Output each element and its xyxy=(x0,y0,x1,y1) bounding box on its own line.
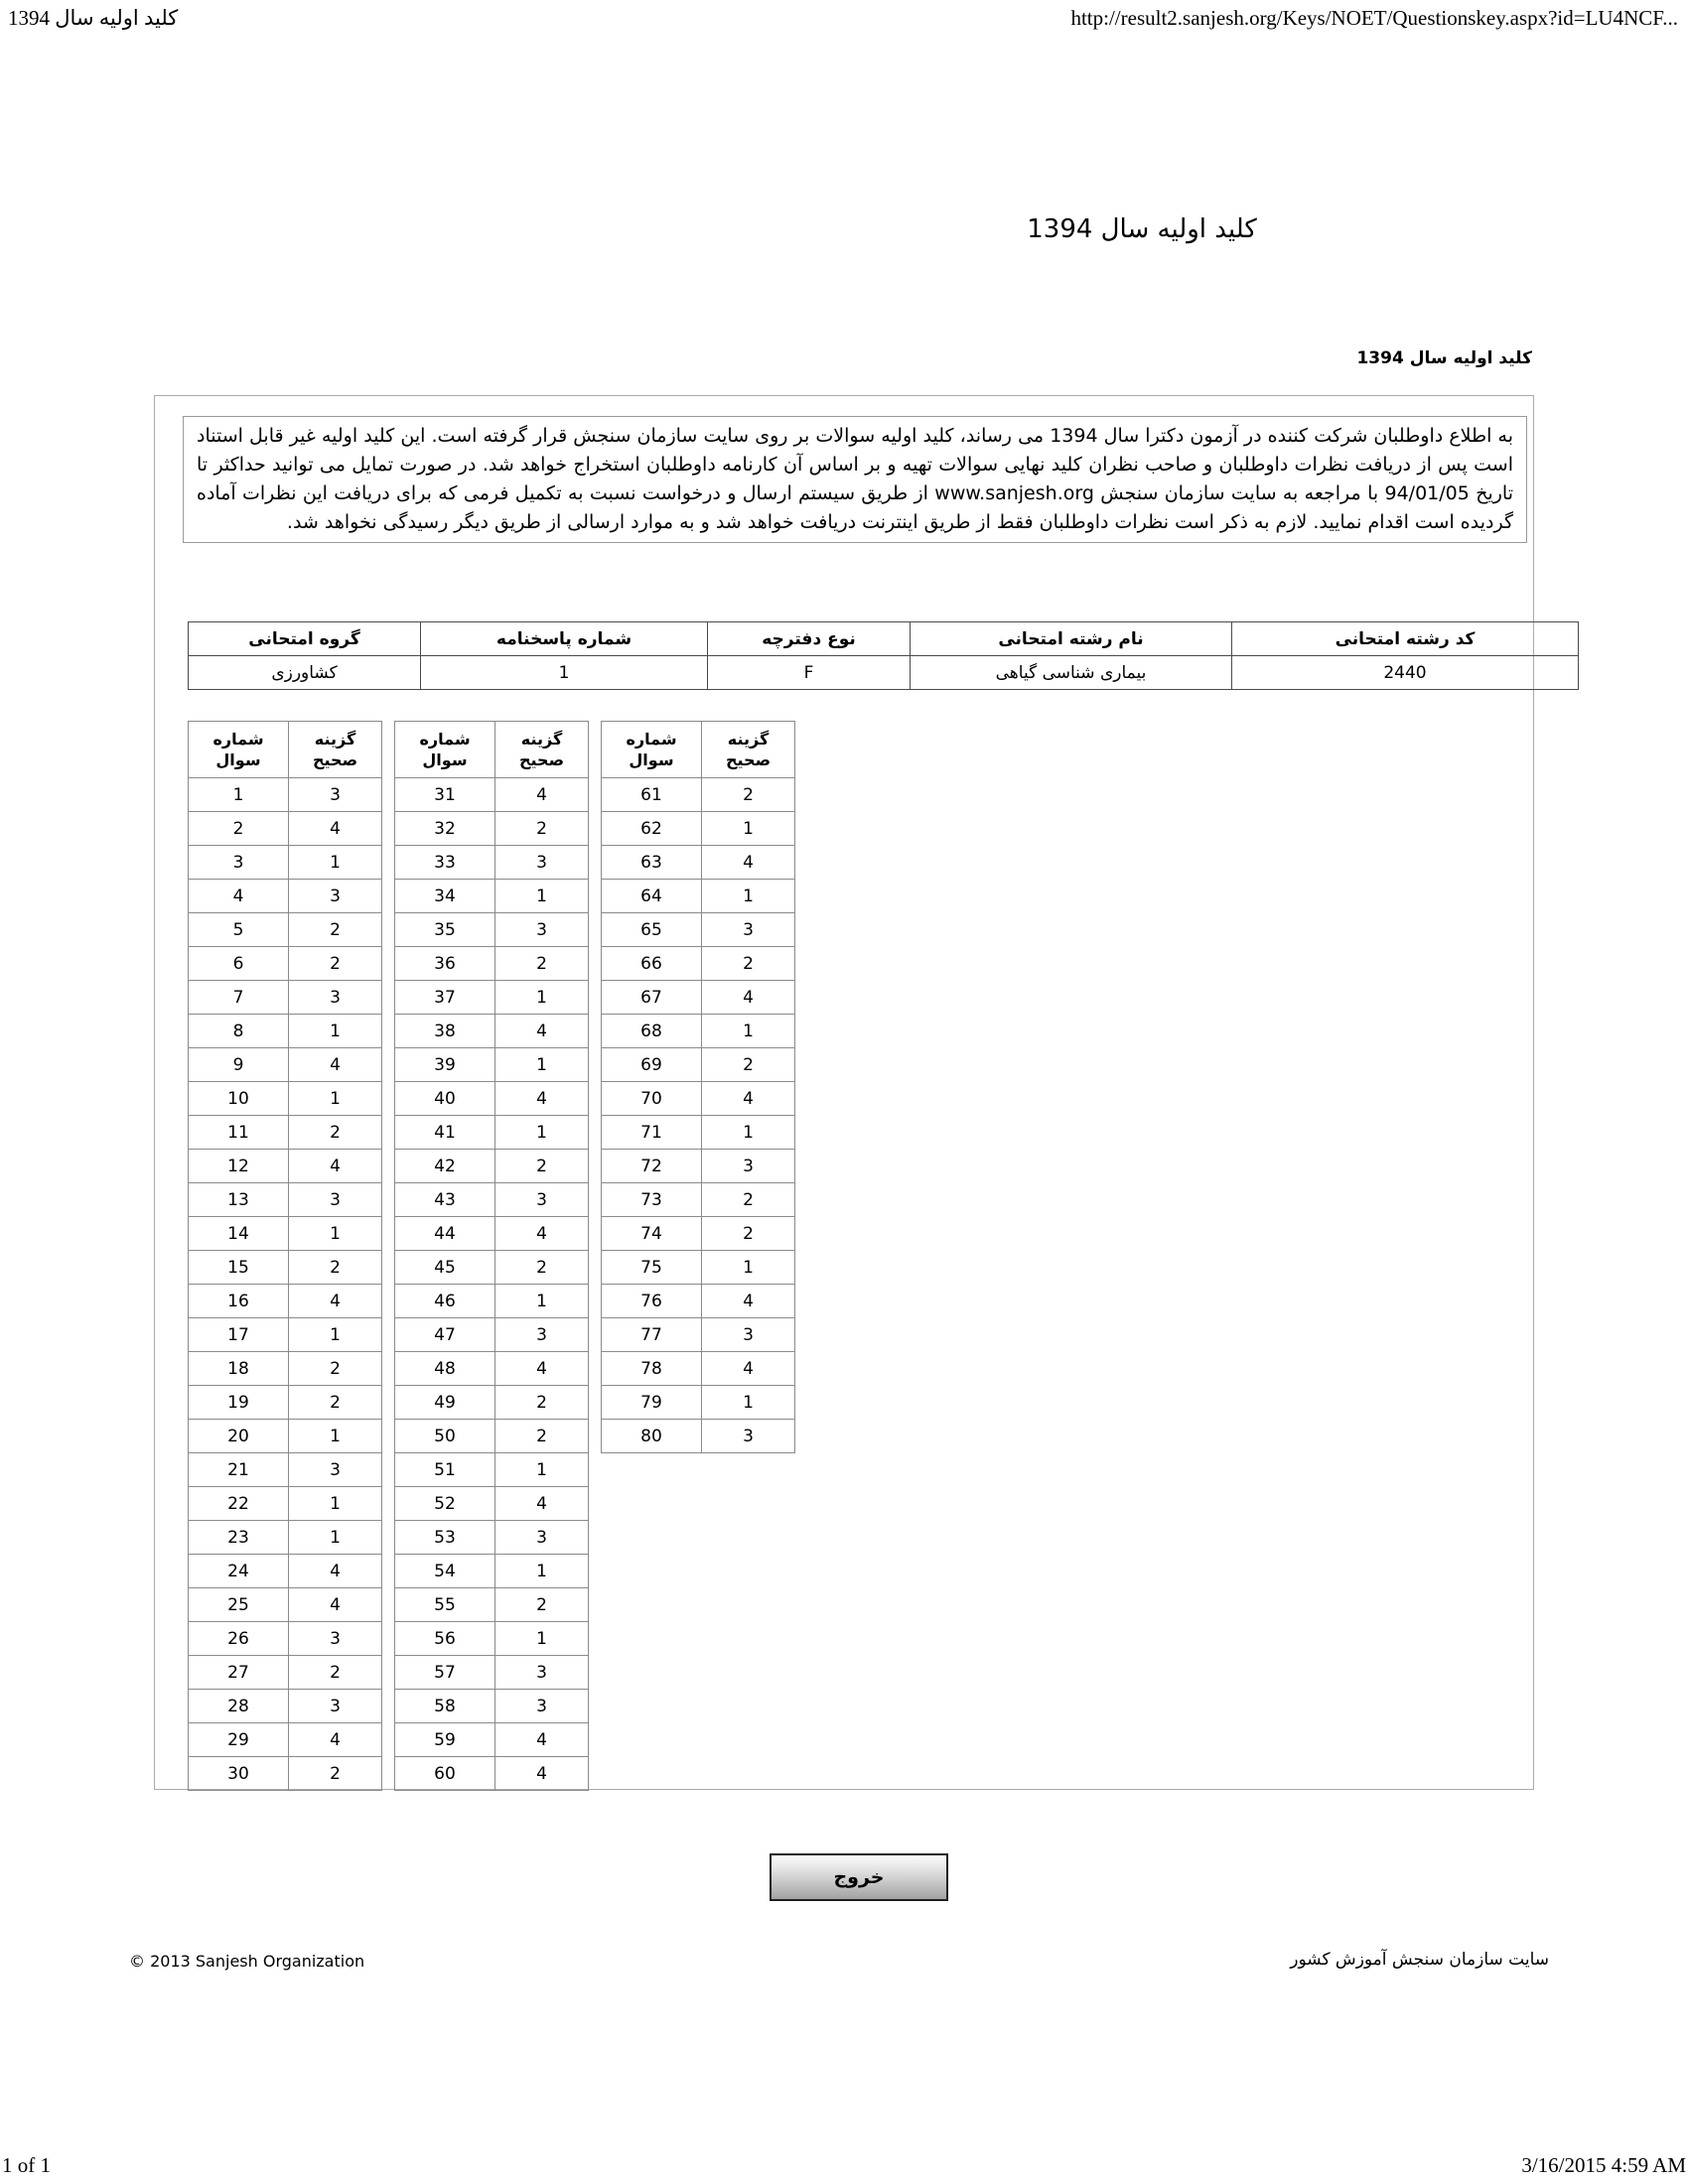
answer-row xyxy=(189,1116,382,1150)
answer-row xyxy=(602,1116,795,1150)
question-number-cell: 24 xyxy=(189,1555,289,1588)
question-number-cell: 44 xyxy=(395,1217,495,1251)
page-subtitle: کلید اولیه سال 1394 xyxy=(1356,348,1532,368)
answer-key-table-61-80 xyxy=(601,721,795,1453)
question-number-cell: 36 xyxy=(395,947,495,981)
question-number-cell: 3 xyxy=(189,846,289,880)
correct-option-cell: 2 xyxy=(495,1588,589,1622)
answer-row xyxy=(395,1453,589,1487)
answer-row xyxy=(602,1217,795,1251)
correct-option-cell: 2 xyxy=(495,812,589,846)
question-number-cell: 74 xyxy=(602,1217,702,1251)
answer-row xyxy=(602,778,795,812)
answer-row xyxy=(602,880,795,913)
question-number-cell: 77 xyxy=(602,1318,702,1352)
answer-row xyxy=(395,1251,589,1285)
answer-row xyxy=(189,1217,382,1251)
correct-option-cell: 1 xyxy=(495,1116,589,1150)
answer-row xyxy=(395,1420,589,1453)
correct-option-cell: 2 xyxy=(495,1420,589,1453)
question-number-cell: 71 xyxy=(602,1116,702,1150)
correct-option-cell: 3 xyxy=(702,1318,795,1352)
correct-option-cell: 4 xyxy=(289,1150,382,1183)
question-number-cell: 79 xyxy=(602,1386,702,1420)
correct-option-cell: 1 xyxy=(289,846,382,880)
correct-option-cell: 1 xyxy=(289,1318,382,1352)
answer-row xyxy=(395,1285,589,1318)
answer-row xyxy=(189,1588,382,1622)
correct-option-cell: 1 xyxy=(702,880,795,913)
question-number-cell: 73 xyxy=(602,1183,702,1217)
question-number-cell: 68 xyxy=(602,1015,702,1048)
question-number-cell: 58 xyxy=(395,1690,495,1723)
correct-option-cell: 2 xyxy=(289,1656,382,1690)
correct-option-cell: 3 xyxy=(495,913,589,947)
correct-option-cell: 1 xyxy=(702,1251,795,1285)
answer-row xyxy=(602,947,795,981)
question-number-cell: 8 xyxy=(189,1015,289,1048)
info-column-header: نوع دفترچه xyxy=(708,622,911,656)
question-number-cell: 45 xyxy=(395,1251,495,1285)
correct-option-cell: 4 xyxy=(495,1723,589,1757)
correct-option-cell: 1 xyxy=(495,880,589,913)
question-number-column-header: شماره سوال xyxy=(602,722,702,778)
question-number-cell: 35 xyxy=(395,913,495,947)
answer-row xyxy=(395,1082,589,1116)
answer-row xyxy=(395,1723,589,1757)
answer-row xyxy=(189,880,382,913)
answer-row xyxy=(602,1183,795,1217)
site-name-text: سایت سازمان سنجش آموزش کشور xyxy=(1290,1950,1549,1970)
question-number-cell: 43 xyxy=(395,1183,495,1217)
answer-table-header-row xyxy=(189,722,382,778)
answer-row xyxy=(602,1150,795,1183)
answer-row xyxy=(602,1386,795,1420)
answer-row xyxy=(189,1453,382,1487)
correct-option-cell: 3 xyxy=(495,1521,589,1555)
correct-option-cell: 3 xyxy=(495,846,589,880)
print-header-title: کلید اولیه سال 1394 xyxy=(8,6,179,30)
answer-row xyxy=(602,812,795,846)
answer-row xyxy=(602,1251,795,1285)
question-number-cell: 34 xyxy=(395,880,495,913)
answer-row xyxy=(395,812,589,846)
correct-option-cell: 2 xyxy=(289,1386,382,1420)
correct-option-cell: 3 xyxy=(495,1656,589,1690)
correct-option-cell: 2 xyxy=(289,913,382,947)
question-number-cell: 37 xyxy=(395,981,495,1015)
correct-option-cell: 4 xyxy=(289,1588,382,1622)
question-number-cell: 14 xyxy=(189,1217,289,1251)
question-number-cell: 29 xyxy=(189,1723,289,1757)
question-number-cell: 67 xyxy=(602,981,702,1015)
question-number-cell: 80 xyxy=(602,1420,702,1453)
correct-option-cell: 1 xyxy=(289,1217,382,1251)
answer-row xyxy=(189,1555,382,1588)
correct-option-cell: 4 xyxy=(289,1048,382,1082)
answer-row xyxy=(395,1386,589,1420)
info-value-cell: کشاورزی xyxy=(189,656,421,690)
correct-option-cell: 1 xyxy=(495,981,589,1015)
exit-button[interactable]: خروج xyxy=(770,1853,948,1901)
correct-option-cell: 4 xyxy=(702,981,795,1015)
answer-row xyxy=(395,1352,589,1386)
question-number-cell: 41 xyxy=(395,1116,495,1150)
question-number-cell: 9 xyxy=(189,1048,289,1082)
question-number-cell: 76 xyxy=(602,1285,702,1318)
correct-option-cell: 1 xyxy=(495,1453,589,1487)
correct-option-cell: 2 xyxy=(289,947,382,981)
answer-row xyxy=(395,1015,589,1048)
question-number-cell: 60 xyxy=(395,1757,495,1791)
answer-row xyxy=(395,846,589,880)
answer-key-table-31-60 xyxy=(394,721,589,1791)
question-number-cell: 23 xyxy=(189,1521,289,1555)
answer-row xyxy=(189,1757,382,1791)
question-number-cell: 62 xyxy=(602,812,702,846)
info-column-header: شماره پاسخنامه xyxy=(421,622,708,656)
answer-row xyxy=(189,913,382,947)
question-number-cell: 63 xyxy=(602,846,702,880)
answer-row xyxy=(189,1082,382,1116)
correct-option-cell: 3 xyxy=(495,1183,589,1217)
info-value-cell: بیماری شناسی گیاهی xyxy=(911,656,1232,690)
answer-row xyxy=(189,1420,382,1453)
question-number-cell: 38 xyxy=(395,1015,495,1048)
question-number-cell: 16 xyxy=(189,1285,289,1318)
info-column-header: گروه امتحانی xyxy=(189,622,421,656)
question-number-cell: 6 xyxy=(189,947,289,981)
answer-table-header-row xyxy=(602,722,795,778)
correct-option-cell: 1 xyxy=(495,1048,589,1082)
correct-option-cell: 3 xyxy=(702,913,795,947)
correct-option-cell: 2 xyxy=(702,947,795,981)
correct-option-cell: 4 xyxy=(289,1285,382,1318)
question-number-cell: 66 xyxy=(602,947,702,981)
question-number-cell: 75 xyxy=(602,1251,702,1285)
correct-option-cell: 4 xyxy=(495,1015,589,1048)
question-number-cell: 56 xyxy=(395,1622,495,1656)
exam-info-table xyxy=(188,621,1579,690)
info-column-header: کد رشته امتحانی xyxy=(1232,622,1579,656)
correct-option-cell: 1 xyxy=(702,812,795,846)
correct-option-cell: 1 xyxy=(702,1116,795,1150)
question-number-cell: 51 xyxy=(395,1453,495,1487)
answer-row xyxy=(189,1285,382,1318)
answer-row xyxy=(189,1352,382,1386)
answer-row xyxy=(602,1015,795,1048)
answer-key-table-1-30 xyxy=(188,721,382,1791)
answer-row xyxy=(189,1487,382,1521)
question-number-cell: 47 xyxy=(395,1318,495,1352)
question-number-cell: 33 xyxy=(395,846,495,880)
answer-row xyxy=(189,1386,382,1420)
correct-option-cell: 4 xyxy=(702,1082,795,1116)
correct-option-cell: 2 xyxy=(702,778,795,812)
question-number-cell: 59 xyxy=(395,1723,495,1757)
info-column-header: نام رشته امتحانی xyxy=(911,622,1232,656)
content-frame xyxy=(154,395,1534,1790)
answer-row xyxy=(395,1048,589,1082)
question-number-cell: 31 xyxy=(395,778,495,812)
notice-paragraph: به اطلاع داوطلبان شرکت کننده در آزمون دکترا سال 1394 می رساند، کلید اولیه سوالات بر روی سایت سازمان سنجش قرار گرفته است. این کلید اولیه غیر قابل استناد است پس از دریافت نظرات داوطلبان و صاحب نظران کلید نهایی سوالات تهیه و بر اساس آن کارنامه داوطلبان استخراج خواهد شد. در صورت تمایل می توانید حداکثر تا تاریخ 94/01/05 با مراجعه به سایت سازمان سنجش www.sanjesh.org از طریق سیستم ارسال و درخواست نسبت به تکمیل فرمی که برای دریافت این نظرات آماده گردیده است اقدام نمایید. لازم به ذکر است نظرات داوطلبان فقط از طریق اینترنت دریافت خواهد شد و به موارد ارسالی از طریق دیگر رسیدگی نخواهد شد. xyxy=(183,416,1527,543)
info-value-cell: 2440 xyxy=(1232,656,1579,690)
correct-option-cell: 4 xyxy=(495,1757,589,1791)
question-number-cell: 27 xyxy=(189,1656,289,1690)
answer-row xyxy=(189,981,382,1015)
answer-row xyxy=(395,981,589,1015)
question-number-cell: 18 xyxy=(189,1352,289,1386)
question-number-cell: 46 xyxy=(395,1285,495,1318)
answer-row xyxy=(189,1723,382,1757)
correct-option-cell: 2 xyxy=(289,1757,382,1791)
correct-option-cell: 1 xyxy=(289,1521,382,1555)
correct-option-cell: 1 xyxy=(495,1555,589,1588)
question-number-column-header: شماره سوال xyxy=(189,722,289,778)
correct-option-cell: 2 xyxy=(495,947,589,981)
correct-option-cell: 4 xyxy=(289,1555,382,1588)
question-number-cell: 52 xyxy=(395,1487,495,1521)
question-number-cell: 25 xyxy=(189,1588,289,1622)
question-number-cell: 54 xyxy=(395,1555,495,1588)
answer-row xyxy=(189,1015,382,1048)
correct-option-cell: 4 xyxy=(702,846,795,880)
answer-row xyxy=(395,1521,589,1555)
correct-option-cell: 3 xyxy=(702,1150,795,1183)
correct-option-cell: 4 xyxy=(702,1285,795,1318)
question-number-cell: 17 xyxy=(189,1318,289,1352)
question-number-cell: 40 xyxy=(395,1082,495,1116)
correct-option-cell: 1 xyxy=(289,1487,382,1521)
correct-option-cell: 1 xyxy=(289,1015,382,1048)
answer-row xyxy=(189,1183,382,1217)
answer-row xyxy=(602,1352,795,1386)
correct-option-cell: 3 xyxy=(495,1318,589,1352)
answer-row xyxy=(602,1318,795,1352)
answer-row xyxy=(395,1622,589,1656)
correct-option-cell: 3 xyxy=(289,880,382,913)
correct-option-cell: 3 xyxy=(289,1690,382,1723)
question-number-cell: 22 xyxy=(189,1487,289,1521)
answer-row xyxy=(395,1555,589,1588)
answer-row xyxy=(602,1082,795,1116)
answer-row xyxy=(395,1150,589,1183)
answer-row xyxy=(395,880,589,913)
question-number-cell: 69 xyxy=(602,1048,702,1082)
correct-option-column-header: گزینه صحیح xyxy=(702,722,795,778)
correct-option-cell: 2 xyxy=(289,1352,382,1386)
correct-option-cell: 3 xyxy=(289,1453,382,1487)
question-number-cell: 19 xyxy=(189,1386,289,1420)
question-number-cell: 28 xyxy=(189,1690,289,1723)
answer-row xyxy=(395,778,589,812)
correct-option-cell: 2 xyxy=(495,1386,589,1420)
correct-option-column-header: گزینه صحیح xyxy=(495,722,589,778)
question-number-cell: 5 xyxy=(189,913,289,947)
answer-row xyxy=(189,778,382,812)
answer-row xyxy=(395,1217,589,1251)
answer-row xyxy=(602,1285,795,1318)
answer-row xyxy=(602,913,795,947)
info-table-value-row xyxy=(189,656,1579,690)
question-number-cell: 42 xyxy=(395,1150,495,1183)
correct-option-cell: 4 xyxy=(289,812,382,846)
correct-option-cell: 2 xyxy=(495,1251,589,1285)
info-value-cell: F xyxy=(708,656,911,690)
answer-row xyxy=(602,1420,795,1453)
question-number-cell: 61 xyxy=(602,778,702,812)
question-number-cell: 48 xyxy=(395,1352,495,1386)
correct-option-cell: 1 xyxy=(702,1015,795,1048)
question-number-cell: 12 xyxy=(189,1150,289,1183)
question-number-cell: 13 xyxy=(189,1183,289,1217)
answer-row xyxy=(602,1048,795,1082)
question-number-cell: 65 xyxy=(602,913,702,947)
info-value-cell: 1 xyxy=(421,656,708,690)
question-number-cell: 72 xyxy=(602,1150,702,1183)
answer-row xyxy=(395,1183,589,1217)
answer-row xyxy=(189,1656,382,1690)
question-number-cell: 64 xyxy=(602,880,702,913)
correct-option-cell: 2 xyxy=(702,1217,795,1251)
correct-option-column-header: گزینه صحیح xyxy=(289,722,382,778)
correct-option-cell: 4 xyxy=(495,1217,589,1251)
correct-option-cell: 1 xyxy=(289,1082,382,1116)
correct-option-cell: 4 xyxy=(289,1723,382,1757)
question-number-cell: 78 xyxy=(602,1352,702,1386)
question-number-cell: 11 xyxy=(189,1116,289,1150)
answer-row xyxy=(395,1318,589,1352)
answer-row xyxy=(395,913,589,947)
question-number-column-header: شماره سوال xyxy=(395,722,495,778)
question-number-cell: 21 xyxy=(189,1453,289,1487)
answer-row xyxy=(189,1048,382,1082)
correct-option-cell: 2 xyxy=(702,1048,795,1082)
answer-row xyxy=(189,1690,382,1723)
answer-row xyxy=(189,1521,382,1555)
question-number-cell: 70 xyxy=(602,1082,702,1116)
question-number-cell: 20 xyxy=(189,1420,289,1453)
question-number-cell: 30 xyxy=(189,1757,289,1791)
answer-row xyxy=(189,1150,382,1183)
correct-option-cell: 3 xyxy=(702,1420,795,1453)
answer-row xyxy=(395,1487,589,1521)
answer-row xyxy=(395,947,589,981)
correct-option-cell: 2 xyxy=(702,1183,795,1217)
correct-option-cell: 4 xyxy=(495,1082,589,1116)
copyright-text: © 2013 Sanjesh Organization xyxy=(129,1952,365,1971)
answer-table-header-row xyxy=(395,722,589,778)
question-number-cell: 32 xyxy=(395,812,495,846)
correct-option-cell: 3 xyxy=(289,981,382,1015)
correct-option-cell: 3 xyxy=(495,1690,589,1723)
answer-row xyxy=(189,812,382,846)
correct-option-cell: 4 xyxy=(495,1487,589,1521)
answer-row xyxy=(602,846,795,880)
correct-option-cell: 4 xyxy=(495,778,589,812)
correct-option-cell: 3 xyxy=(289,1622,382,1656)
question-number-cell: 15 xyxy=(189,1251,289,1285)
correct-option-cell: 3 xyxy=(289,1183,382,1217)
correct-option-cell: 4 xyxy=(495,1352,589,1386)
print-header-url: http://result2.sanjesh.org/Keys/NOET/Questionskey.aspx?id=LU4NCF... xyxy=(1070,6,1678,30)
answer-row xyxy=(395,1116,589,1150)
question-number-cell: 39 xyxy=(395,1048,495,1082)
correct-option-cell: 2 xyxy=(289,1251,382,1285)
correct-option-cell: 1 xyxy=(495,1622,589,1656)
correct-option-cell: 1 xyxy=(702,1386,795,1420)
page-title: کلید اولیه سال 1394 xyxy=(1027,214,1257,244)
question-number-cell: 7 xyxy=(189,981,289,1015)
question-number-cell: 55 xyxy=(395,1588,495,1622)
answer-row xyxy=(189,1318,382,1352)
question-number-cell: 57 xyxy=(395,1656,495,1690)
correct-option-cell: 2 xyxy=(289,1116,382,1150)
answer-row xyxy=(189,846,382,880)
correct-option-cell: 4 xyxy=(702,1352,795,1386)
answer-row xyxy=(395,1588,589,1622)
answer-row xyxy=(602,981,795,1015)
correct-option-cell: 2 xyxy=(495,1150,589,1183)
question-number-cell: 4 xyxy=(189,880,289,913)
question-number-cell: 26 xyxy=(189,1622,289,1656)
page-number: 1 of 1 xyxy=(2,2153,51,2177)
answer-row xyxy=(189,1251,382,1285)
answer-row xyxy=(395,1757,589,1791)
answer-row xyxy=(395,1656,589,1690)
answer-row xyxy=(189,947,382,981)
correct-option-cell: 3 xyxy=(289,778,382,812)
question-number-cell: 50 xyxy=(395,1420,495,1453)
correct-option-cell: 1 xyxy=(289,1420,382,1453)
question-number-cell: 2 xyxy=(189,812,289,846)
question-number-cell: 53 xyxy=(395,1521,495,1555)
question-number-cell: 49 xyxy=(395,1386,495,1420)
info-table-header-row xyxy=(189,622,1579,656)
question-number-cell: 1 xyxy=(189,778,289,812)
answer-row xyxy=(189,1622,382,1656)
question-number-cell: 10 xyxy=(189,1082,289,1116)
print-timestamp: 3/16/2015 4:59 AM xyxy=(1521,2153,1686,2177)
correct-option-cell: 1 xyxy=(495,1285,589,1318)
answer-row xyxy=(395,1690,589,1723)
